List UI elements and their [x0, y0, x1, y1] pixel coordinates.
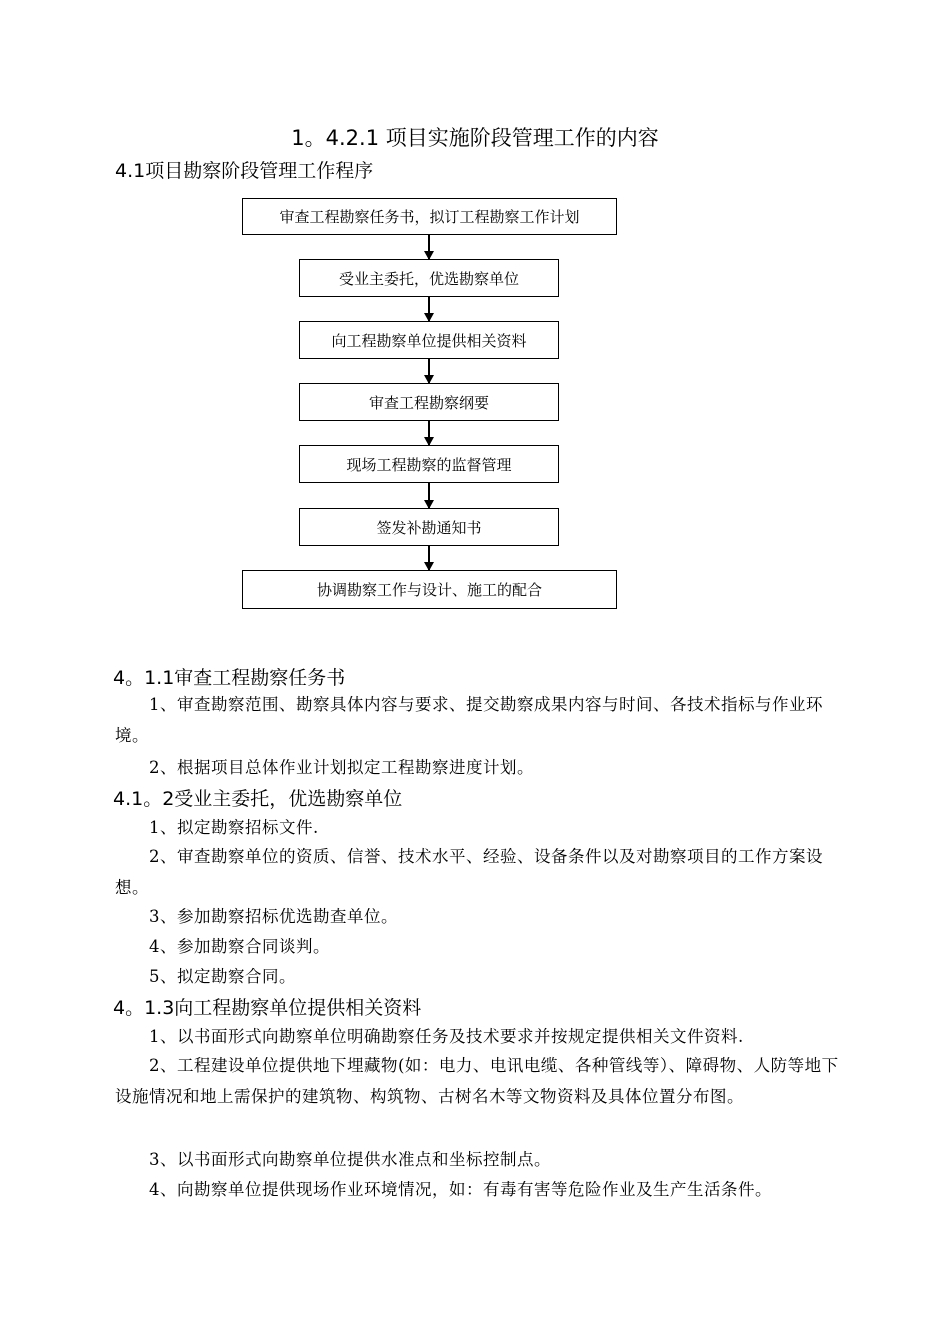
paragraph: 2、审查勘察单位的资质、信誉、技术水平、经验、设备条件以及对勘察项目的工作方案设想。 — [115, 847, 823, 897]
paragraph: 2、工程建设单位提供地下埋藏物(如：电力、电讯电缆、各种管线等）、障碍物、人防等地下设施情况和地上需保护的建筑物、构筑物、古树名木等文物资料及具体位置分布图。 — [115, 1056, 839, 1106]
flow-arrow-5 — [428, 483, 430, 508]
paragraph: 2、根据项目总体作业计划拟定工程勘察进度计划。 — [149, 758, 534, 777]
flow-arrow-4 — [428, 421, 430, 445]
flowchart — [0, 0, 950, 640]
flow-step-2: 受业主委托，优选勘察单位 — [299, 259, 559, 297]
paragraph: 1、拟定勘察招标文件. — [149, 818, 319, 837]
paragraph: 3、以书面形式向勘察单位提供水准点和坐标控制点。 — [149, 1150, 551, 1169]
flow-arrow-6 — [428, 546, 430, 570]
flow-step-5: 现场工程勘察的监督管理 — [299, 445, 559, 483]
section-heading: 4。1.1审查工程勘察任务书 — [113, 667, 346, 689]
page-title: 1。4.2.1 项目实施阶段管理工作的内容 — [291, 126, 659, 150]
flow-arrow-3 — [428, 359, 430, 383]
flow-step-3: 向工程勘察单位提供相关资料 — [299, 321, 559, 359]
flow-step-1: 审查工程勘察任务书，拟订工程勘察工作计划 — [242, 198, 617, 235]
flow-step-6: 签发补勘通知书 — [299, 508, 559, 546]
paragraph: 3、参加勘察招标优选勘查单位。 — [149, 907, 398, 926]
flow-arrow-1 — [428, 235, 430, 259]
flow-step-7: 协调勘察工作与设计、施工的配合 — [242, 570, 617, 609]
paragraph: 1、审查勘察范围、勘察具体内容与要求、提交勘察成果内容与时间、各技术指标与作业环境。 — [115, 695, 823, 745]
paragraph: 5、拟定勘察合同。 — [149, 967, 296, 986]
section-heading-main: 4.1项目勘察阶段管理工作程序 — [115, 160, 374, 182]
paragraph: 4、向勘察单位提供现场作业环境情况，如：有毒有害等危险作业及生产生活条件。 — [149, 1180, 772, 1199]
paragraph: 1、以书面形式向勘察单位明确勘察任务及技术要求并按规定提供相关文件资料. — [149, 1027, 744, 1046]
flow-arrow-2 — [428, 297, 430, 321]
paragraph: 4、参加勘察合同谈判。 — [149, 937, 330, 956]
section-heading: 4。1.3向工程勘察单位提供相关资料 — [113, 997, 422, 1019]
flow-step-4: 审查工程勘察纲要 — [299, 383, 559, 421]
section-heading: 4.1。2受业主委托，优选勘察单位 — [113, 788, 403, 810]
